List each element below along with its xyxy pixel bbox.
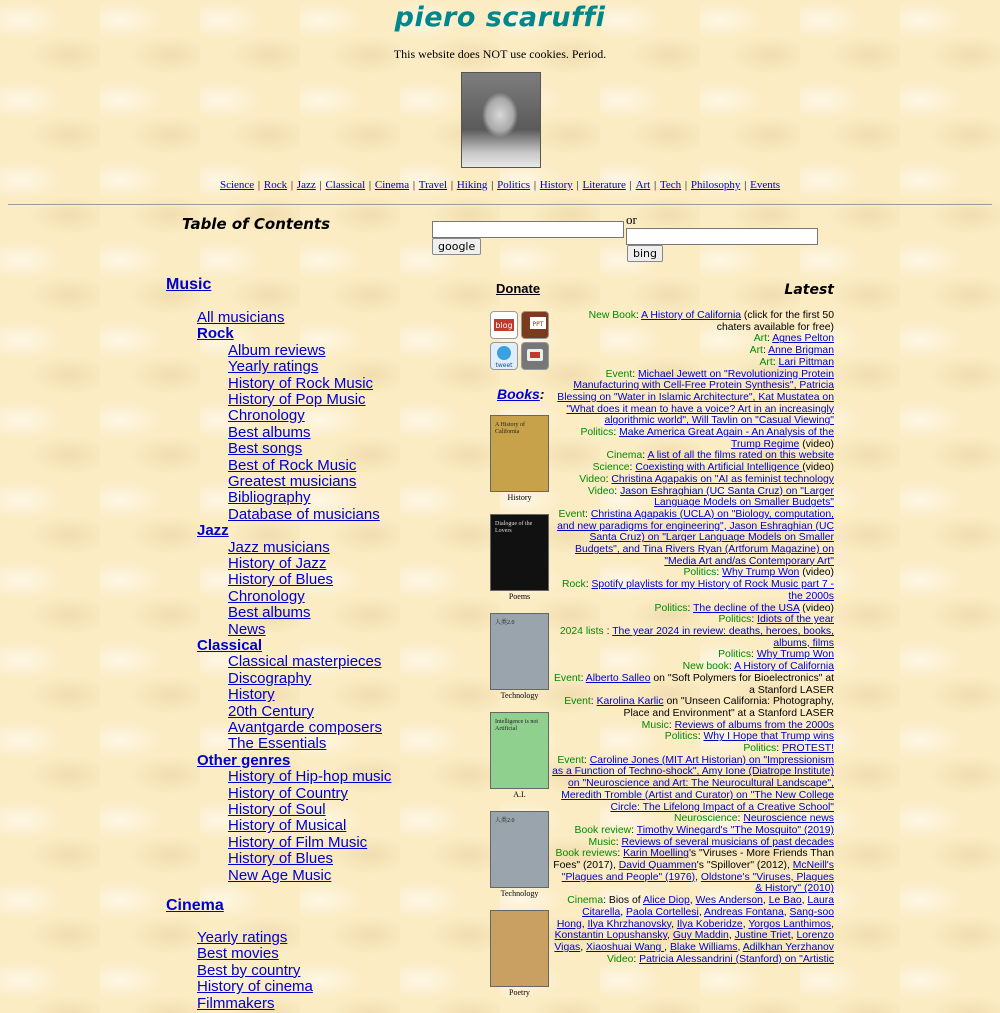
site-title: piero scaruffi bbox=[394, 2, 606, 33]
latest-item-text: : bbox=[631, 824, 637, 836]
latest-item-text: : bbox=[687, 602, 694, 614]
nav-link-art[interactable]: Art bbox=[635, 179, 651, 191]
latest-item-text: : bbox=[585, 579, 592, 591]
latest-item-link[interactable]: Justine Triet bbox=[734, 930, 791, 942]
book-caption: Poems bbox=[508, 592, 531, 601]
latest-item-link[interactable]: David Quammen bbox=[618, 860, 697, 872]
latest-item bbox=[552, 462, 834, 474]
latest-item-link[interactable]: Alberto Salleo bbox=[585, 672, 651, 684]
latest-item-text: (video) bbox=[802, 462, 834, 474]
latest-item bbox=[552, 649, 834, 661]
toc-heading: Table of Contents bbox=[182, 215, 331, 233]
book-cover-title: Intelligence is not Artificial bbox=[495, 719, 538, 732]
nav-link-cinema[interactable]: Cinema bbox=[374, 179, 410, 191]
donate-link[interactable]: Donate bbox=[496, 281, 541, 296]
video-icon[interactable] bbox=[521, 342, 549, 370]
latest-item-category: Politics bbox=[664, 731, 698, 743]
latest-item-text: , bbox=[689, 895, 696, 907]
cookie-notice: This website does NOT use cookies. Period. bbox=[393, 47, 607, 61]
toc-link[interactable]: Best of Rock Music bbox=[228, 456, 357, 474]
svg-text:PPT: PPT bbox=[532, 321, 544, 328]
book-cover-title: 人类2.0 bbox=[495, 620, 515, 626]
latest-item bbox=[552, 954, 834, 966]
latest-item-text: , bbox=[581, 918, 588, 930]
latest-item-text: : Bios of bbox=[603, 895, 643, 907]
toc-link[interactable]: Chronology bbox=[228, 407, 305, 425]
latest-item bbox=[552, 626, 834, 649]
toc-link[interactable]: Best by country bbox=[197, 961, 301, 979]
latest-item-link[interactable]: Agnes Pelton bbox=[772, 333, 834, 345]
latest-item-link[interactable]: Spotify playlists for my History of Rock Music part 7 - the 2000s bbox=[591, 579, 834, 602]
latest-item-text: : bbox=[583, 754, 590, 766]
latest-item-text: (video) bbox=[799, 602, 834, 614]
latest-item-link[interactable]: A History of California bbox=[641, 310, 742, 321]
latest-item-text: : bbox=[613, 427, 620, 439]
latest-item-text: , bbox=[671, 918, 677, 930]
latest-item-link[interactable]: Reviews of several musicians of past decades bbox=[621, 836, 834, 848]
latest-item bbox=[552, 509, 834, 568]
latest-item-category: Cinema bbox=[567, 895, 604, 907]
latest-item-text: , bbox=[742, 918, 749, 930]
latest-item-text: , bbox=[698, 906, 705, 918]
latest-item-link[interactable]: Reviews of albums from the 2000s bbox=[674, 719, 834, 731]
latest-item-text: on "Soft Polymers for Bioelectronics" at a Stanford LASER bbox=[650, 672, 834, 696]
nav-link-travel[interactable]: Travel bbox=[418, 179, 448, 191]
latest-item-text: : bbox=[614, 485, 621, 497]
latest-item bbox=[552, 825, 834, 837]
book-cover[interactable] bbox=[490, 712, 549, 789]
toc-link[interactable]: The Essentials bbox=[228, 735, 327, 753]
latest-item-text: : bbox=[606, 625, 613, 637]
latest-item-text: , bbox=[664, 941, 670, 953]
toc-category-jazz[interactable]: Jazz bbox=[197, 522, 229, 540]
nav-separator: | bbox=[366, 179, 374, 191]
latest-item-category: Science bbox=[592, 462, 630, 474]
nav-link-literature[interactable]: Literature bbox=[582, 179, 626, 191]
book-cover[interactable] bbox=[490, 910, 549, 987]
latest-item-category: Event bbox=[558, 508, 586, 520]
book-cover-title: Dialogue of the Lovers bbox=[495, 521, 533, 534]
latest-item-text: , bbox=[801, 895, 808, 907]
latest-item-link[interactable]: Le Bao bbox=[768, 895, 802, 907]
latest-item-category: Neuroscience bbox=[674, 813, 738, 825]
google-search-input[interactable] bbox=[432, 221, 624, 238]
toc-link[interactable]: 20th Century bbox=[228, 702, 314, 720]
latest-item-link[interactable]: Ilya Koberidze bbox=[676, 918, 743, 930]
tweet-icon[interactable] bbox=[490, 342, 518, 370]
toc-link[interactable]: History of Musical bbox=[228, 817, 347, 835]
latest-item-category: Event bbox=[554, 672, 581, 684]
latest-item-link[interactable]: Why Trump Won bbox=[722, 567, 800, 579]
latest-item bbox=[552, 310, 834, 333]
book-cover[interactable] bbox=[490, 613, 549, 690]
divider bbox=[8, 204, 992, 206]
latest-item-category: Event bbox=[557, 754, 584, 766]
latest-item-link[interactable]: Oldstone's "Viruses, Plagues & History" (2010) bbox=[700, 871, 834, 895]
latest-item bbox=[552, 486, 834, 509]
nav-link-science[interactable]: Science bbox=[219, 179, 255, 191]
latest-item-category: Music bbox=[588, 836, 616, 848]
toc-link[interactable]: Database of musicians bbox=[228, 505, 380, 523]
latest-item-text: : bbox=[642, 450, 648, 462]
google-search-button[interactable]: google bbox=[432, 238, 481, 255]
toc-link[interactable]: History of Blues bbox=[228, 850, 334, 868]
nav-separator: | bbox=[316, 179, 325, 191]
nav-link-classical[interactable]: Classical bbox=[325, 179, 366, 191]
latest-item-link[interactable]: Patricia Alessandrini (Stanford) on "Artistic bbox=[639, 953, 834, 965]
latest-item-category: Video bbox=[606, 953, 634, 965]
toc-link[interactable]: Avantgarde composers bbox=[228, 719, 382, 736]
latest-item-category: Event bbox=[564, 696, 591, 708]
latest-item-text: , bbox=[762, 895, 769, 907]
latest-item bbox=[552, 837, 834, 849]
latest-item bbox=[552, 474, 834, 486]
toc-section-cinema[interactable]: Cinema bbox=[166, 897, 224, 914]
latest-item-text: , bbox=[728, 930, 735, 942]
blog-icon[interactable] bbox=[490, 311, 518, 339]
toc-link[interactable]: Best songs bbox=[228, 440, 303, 458]
bing-search-button[interactable]: bing bbox=[627, 245, 663, 262]
latest-item-link[interactable]: Andreas Fontana bbox=[704, 906, 784, 918]
latest-item-category: Book reviews bbox=[555, 848, 618, 860]
latest-item-link[interactable]: Caroline Jones (MIT Art Historian) on "Impressionism as a Function of Techno-shock", Amy Ione (Diatrope Institute) on "Neuroscience and Art: The Neurocultural Landscape", Meredith Tromble (Artist and Curator) on "The New College Circle: The Lifelong Impact of a Creative School" bbox=[552, 754, 834, 813]
latest-item-text: , bbox=[737, 941, 743, 953]
top-navigation bbox=[0, 179, 1000, 191]
book-caption: History bbox=[507, 493, 532, 502]
latest-item-category: Art bbox=[749, 345, 763, 357]
nav-separator: | bbox=[626, 179, 635, 191]
toc-category-other[interactable]: Other genres bbox=[197, 751, 291, 769]
latest-item-category: Politics bbox=[718, 649, 752, 661]
toc-link[interactable]: History of Jazz bbox=[228, 555, 327, 572]
latest-item-text: : bbox=[632, 368, 638, 380]
latest-item-text: (video) bbox=[799, 438, 834, 450]
latest-item-text: , bbox=[783, 906, 790, 918]
toc-link[interactable]: Yearly ratings bbox=[228, 358, 319, 376]
latest-item-link[interactable]: Alice Diop bbox=[642, 895, 690, 907]
latest-item bbox=[552, 755, 834, 814]
book-item[interactable] bbox=[490, 514, 549, 601]
latest-item-link[interactable]: Timothy Winegard's "The Mosquito" (2019) bbox=[636, 824, 834, 836]
toc-category-rock[interactable]: Rock bbox=[197, 325, 234, 343]
latest-item bbox=[552, 333, 834, 345]
toc-link[interactable]: Best albums bbox=[228, 423, 311, 441]
latest-item-category: Music bbox=[641, 719, 669, 731]
bing-search-input[interactable] bbox=[626, 228, 818, 245]
latest-item-link[interactable]: Lari Pittman bbox=[778, 356, 834, 368]
latest-item-category: Art bbox=[759, 356, 773, 368]
nav-link-history[interactable]: History bbox=[539, 179, 573, 191]
toc-link[interactable]: History of Country bbox=[228, 784, 349, 802]
latest-item-text: : bbox=[585, 508, 591, 520]
books-colon: : bbox=[539, 386, 545, 402]
latest-item bbox=[552, 614, 834, 626]
toc-link[interactable]: Yearly ratings bbox=[197, 929, 288, 946]
nav-separator: | bbox=[288, 179, 296, 191]
nav-link-rock[interactable]: Rock bbox=[263, 179, 288, 191]
latest-item-category: Book review bbox=[574, 824, 632, 836]
toc-link[interactable]: New Age Music bbox=[228, 866, 332, 884]
latest-item-text: : bbox=[766, 333, 773, 345]
latest-item-link[interactable]: Karin Moelling bbox=[623, 848, 689, 860]
nav-separator: | bbox=[488, 179, 497, 191]
latest-item-link[interactable]: Sang-soo Hong bbox=[556, 906, 834, 930]
latest-item-link[interactable]: Michael Jewett on "Revolutionizing Protein Manufacturing with Cell-Free Protein Synthesis", Patricia Blessing on "Water in Islamic Architecture", Kat Mustatea on "What does it mean to have a voice? Art in an increasingly algorithmic world", Will Tavlin on "Casual Viewing" bbox=[557, 368, 834, 427]
latest-item-text: : bbox=[751, 649, 757, 661]
latest-item bbox=[552, 848, 834, 895]
latest-item-text: : bbox=[668, 719, 675, 731]
book-cover-title: A History of California bbox=[495, 422, 525, 435]
latest-item-link[interactable]: Konstantin Lopushansky bbox=[554, 930, 668, 942]
latest-item-category: Event bbox=[605, 368, 633, 380]
latest-item-link[interactable]: Lorenzo Vigas bbox=[554, 930, 834, 953]
nav-separator: | bbox=[573, 179, 582, 191]
latest-item-category: New Book bbox=[588, 310, 636, 321]
latest-item-text: (click for the first 50 chaters available for free) bbox=[716, 310, 834, 333]
latest-item-link[interactable]: Christina Agapakis (UCLA) on "Biology, computation, and new paradigms for engineering", Jason Eshraghian (UC Santa Cruz) on "Larger Language Models on Smaller Budgets", and Tina Rivers Ryan (Artforum Magazine) on "Media Art and/as Contemporary Art" bbox=[557, 508, 834, 567]
svg-text:blog: blog bbox=[495, 321, 513, 330]
latest-item-link[interactable]: Make America Great Again - An Analysis of the Trump Regime bbox=[619, 427, 834, 450]
latest-item-link[interactable]: Wes Anderson bbox=[695, 895, 763, 907]
latest-item bbox=[552, 673, 834, 696]
nav-separator: | bbox=[410, 179, 418, 191]
toc-category-classical[interactable]: Classical bbox=[197, 637, 263, 654]
book-item[interactable] bbox=[490, 712, 549, 799]
latest-item-category: Politics bbox=[580, 427, 614, 439]
latest-item bbox=[552, 357, 834, 369]
toc-link[interactable]: History of Hip-hop music bbox=[228, 768, 392, 786]
latest-item-text: : bbox=[605, 473, 612, 485]
latest-item-text: : bbox=[776, 743, 783, 755]
latest-item-link[interactable]: A list of all the films rated on this website bbox=[647, 450, 834, 462]
latest-item bbox=[552, 813, 834, 825]
latest-item-link[interactable]: Neuroscience news bbox=[743, 813, 834, 825]
nav-separator: | bbox=[255, 179, 263, 191]
latest-item-text: , bbox=[580, 941, 586, 953]
latest-item-text: : bbox=[762, 345, 769, 357]
toc-link[interactable]: History bbox=[228, 686, 275, 704]
books-link[interactable]: Books bbox=[497, 386, 540, 402]
latest-item-category: Rock bbox=[562, 579, 586, 591]
nav-link-politics[interactable]: Politics bbox=[497, 179, 531, 191]
latest-item-link[interactable]: Anne Brigman bbox=[768, 345, 834, 357]
latest-item-category: Video bbox=[579, 473, 606, 485]
latest-item-link[interactable]: Xiaoshuai Wang bbox=[586, 941, 665, 953]
latest-item-category: New book bbox=[682, 661, 729, 673]
toc-link[interactable]: History of Blues bbox=[228, 571, 334, 589]
latest-item-link[interactable]: Christina Agapakis on "AI as feminist technology bbox=[611, 473, 834, 485]
latest-item-text: : bbox=[615, 836, 622, 848]
nav-separator: | bbox=[682, 179, 690, 191]
toc-link[interactable]: History of cinema bbox=[197, 978, 313, 996]
latest-item bbox=[552, 369, 834, 428]
latest-item-category: Politics bbox=[683, 567, 717, 579]
latest-item bbox=[552, 427, 834, 450]
svg-text:tweet: tweet bbox=[495, 362, 513, 369]
latest-item-link[interactable]: Idiots of the year bbox=[757, 614, 834, 626]
toc-link[interactable]: Bibliography bbox=[228, 489, 311, 507]
nav-separator: | bbox=[651, 179, 659, 191]
latest-item-text: : bbox=[635, 310, 642, 321]
latest-item-text: 's "Viruses - More Friends Than Foes" (2017), bbox=[553, 848, 834, 872]
latest-item-text: : bbox=[772, 356, 779, 368]
books-heading bbox=[497, 386, 544, 402]
latest-item-text: : bbox=[633, 953, 640, 965]
toc-link[interactable]: Jazz musicians bbox=[228, 538, 330, 556]
toc-link[interactable]: Best movies bbox=[197, 945, 279, 963]
latest-item-text: (video) bbox=[799, 567, 834, 579]
latest-item-link[interactable]: Coexisting with Artificial Intelligence bbox=[635, 462, 803, 474]
latest-item-category: Politics bbox=[718, 614, 752, 626]
latest-item-category: Cinema bbox=[606, 450, 643, 462]
nav-link-hiking[interactable]: Hiking bbox=[456, 179, 488, 191]
latest-news-list bbox=[552, 310, 834, 965]
book-cover[interactable] bbox=[490, 514, 549, 591]
toc-link[interactable]: Discography bbox=[228, 669, 312, 687]
latest-item bbox=[552, 720, 834, 732]
or-label: or bbox=[626, 212, 637, 227]
latest-item-link[interactable]: Yorgos Lanthimos bbox=[748, 918, 832, 930]
book-item[interactable] bbox=[490, 811, 549, 898]
latest-item bbox=[552, 603, 834, 615]
book-caption: Poetry bbox=[509, 988, 530, 997]
latest-item-link[interactable]: Paola Cortellesi bbox=[626, 906, 699, 918]
toc-link[interactable]: Album reviews bbox=[228, 341, 326, 359]
nav-link-events[interactable]: Events bbox=[750, 179, 781, 191]
book-caption: Technology bbox=[500, 889, 539, 898]
latest-item-link[interactable]: Ilya Khrzhanovsky bbox=[587, 918, 672, 930]
latest-item-category: 2024 lists bbox=[559, 625, 607, 637]
latest-item-link[interactable]: Adilkhan Yerzhanov bbox=[742, 941, 834, 953]
latest-item-link[interactable]: The year 2024 in review: deaths, heroes, books, albums, films bbox=[612, 625, 834, 649]
latest-item-link[interactable]: Laura Citarella bbox=[582, 895, 834, 918]
latest-item-link[interactable]: The decline of the USA bbox=[693, 602, 800, 614]
latest-item-text: : bbox=[590, 696, 597, 708]
latest-item-text: : bbox=[728, 661, 735, 673]
latest-item-text: : bbox=[697, 731, 704, 743]
toc-link[interactable]: Chronology bbox=[228, 587, 305, 605]
latest-item-text: : bbox=[716, 567, 723, 579]
latest-item-text: , bbox=[620, 906, 627, 918]
latest-item-category: Video bbox=[587, 485, 615, 497]
latest-item-text: : bbox=[629, 462, 636, 474]
toc-link[interactable]: History of Film Music bbox=[228, 833, 368, 851]
latest-item bbox=[552, 731, 834, 743]
nav-separator: | bbox=[531, 179, 539, 191]
latest-item-link[interactable]: Guy Maddin bbox=[672, 930, 729, 942]
nav-separator: | bbox=[741, 179, 750, 191]
latest-item-text: , bbox=[695, 871, 701, 883]
nav-separator: | bbox=[448, 179, 456, 191]
latest-item-link[interactable]: Why I Hope that Trump wins bbox=[703, 731, 834, 743]
toc-link[interactable]: Greatest musicians bbox=[228, 473, 357, 490]
latest-item-text: on "Unseen California: Photography, Place and Environment" at a Stanford LASER bbox=[623, 696, 834, 719]
toc-link[interactable]: Filmmakers bbox=[197, 994, 275, 1012]
toc-link[interactable]: History of Rock Music bbox=[228, 374, 374, 392]
latest-item-link[interactable]: Jason Eshraghian (UC Santa Cruz) on "Larger Language Models on Smaller Budgets" bbox=[620, 485, 834, 509]
latest-item-text: : bbox=[580, 672, 586, 684]
latest-item bbox=[552, 895, 834, 954]
latest-item bbox=[552, 696, 834, 719]
latest-item-link[interactable]: PROTEST! bbox=[782, 743, 834, 755]
latest-item-text: , bbox=[831, 918, 834, 930]
latest-item-link[interactable]: Why Trump Won bbox=[756, 649, 834, 661]
book-item[interactable] bbox=[490, 910, 549, 997]
latest-item bbox=[552, 567, 834, 579]
book-cover[interactable] bbox=[490, 415, 549, 492]
latest-item bbox=[552, 450, 834, 462]
toc-section-music[interactable]: Music bbox=[166, 276, 212, 293]
toc-link[interactable]: All musicians bbox=[197, 309, 285, 326]
book-caption: A.I. bbox=[513, 790, 526, 799]
latest-item bbox=[552, 345, 834, 357]
toc-link[interactable]: Best albums bbox=[228, 604, 311, 622]
latest-item bbox=[552, 743, 834, 755]
latest-item bbox=[552, 579, 834, 602]
toc-link[interactable]: History of Soul bbox=[228, 801, 326, 818]
latest-item-link[interactable]: Blake Williams bbox=[669, 941, 738, 953]
nav-link-jazz[interactable]: Jazz bbox=[296, 179, 316, 191]
nav-link-tech[interactable]: Tech bbox=[659, 179, 682, 191]
latest-item-text: : bbox=[737, 813, 744, 825]
latest-item bbox=[552, 661, 834, 673]
book-item[interactable] bbox=[490, 415, 549, 502]
book-item[interactable] bbox=[490, 613, 549, 700]
toc-link[interactable]: Classical masterpieces bbox=[228, 653, 382, 671]
ppt-icon[interactable] bbox=[521, 311, 549, 339]
latest-item-link[interactable]: McNeill's "Plagues and People" (1976) bbox=[561, 860, 834, 883]
book-cover[interactable] bbox=[490, 811, 549, 888]
latest-item-text: , bbox=[667, 930, 673, 942]
toc-link[interactable]: History of Pop Music bbox=[228, 391, 366, 408]
author-portrait bbox=[461, 72, 541, 168]
toc-link[interactable]: News bbox=[228, 620, 266, 638]
book-cover-title: 人类2.0 bbox=[495, 818, 515, 824]
latest-item-link[interactable]: A History of California bbox=[734, 661, 834, 673]
book-caption: Technology bbox=[500, 691, 539, 700]
latest-item-category: Politics bbox=[654, 602, 688, 614]
latest-item-text: : bbox=[751, 614, 758, 626]
latest-item-category: Art bbox=[753, 333, 767, 345]
latest-item-text: : bbox=[617, 848, 624, 860]
nav-link-philosophy[interactable]: Philosophy bbox=[690, 179, 741, 191]
latest-item-text: , bbox=[790, 930, 797, 942]
latest-heading: Latest bbox=[784, 282, 834, 298]
latest-item-link[interactable]: Karolina Karlic bbox=[596, 696, 664, 708]
latest-item-category: Politics bbox=[743, 743, 777, 755]
latest-item-text: 's "Spillover" (2012), bbox=[696, 860, 793, 872]
